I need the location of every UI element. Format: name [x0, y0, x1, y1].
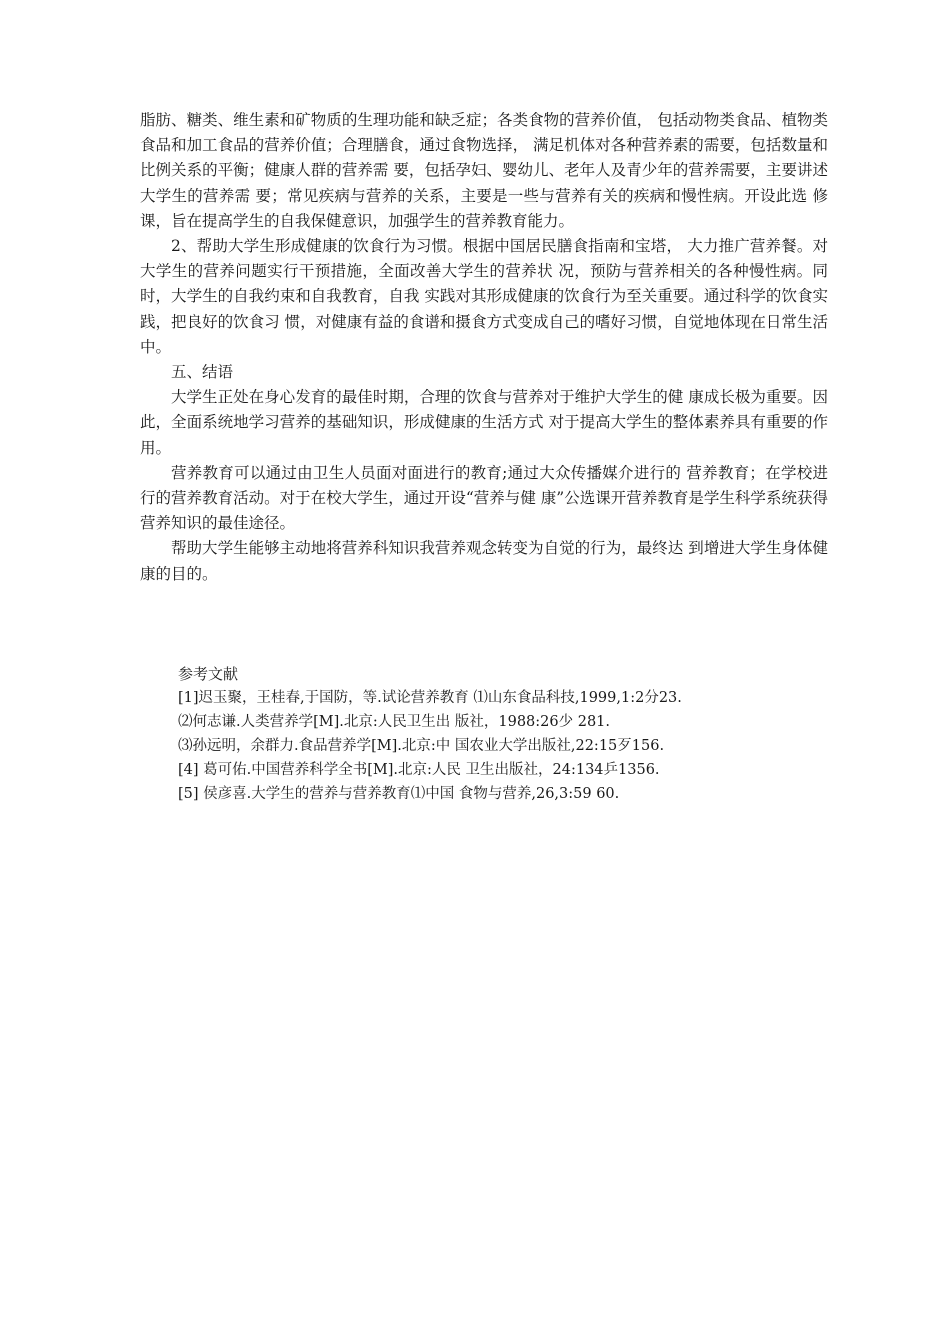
section-heading-conclusion: 五、结语: [171, 363, 234, 382]
reference-item: [5] 侯彦喜.大学生的营养与营养教育⑴中国 食物与营养,26,3:59 60.: [178, 786, 620, 802]
reference-item: [4] 葛可佑.中国营养科学全书[M].北京:人民 卫生出版社，24:134乒1356.: [178, 762, 660, 778]
reference-item: ⑵何志谦.人类营养学[M].北京:人民卫生出 版社，1988:26少 281.: [178, 714, 611, 730]
paragraph-nutrition-course: 脂肪、糖类、维生素和矿物质的生理功能和缺乏症；各类食物的营养价值， 包括动物类食品、植物类食品和加工食品的营养价值；合理膳食，通过食物选择， 满足机体对各种营养素的需要，包括数量和比例关系的平衡；健康人群的营养需 要，包括孕妇、婴幼儿、老年人及青少年的营养需要，主要讲述大学生的营养需 要；常见疾病与营养的关系，主要是一些与营养有关的疾病和慢性病。开设此选 修课，旨在提高学生的自我保健意识，加强学生的营养教育能力。: [140, 111, 828, 230]
paragraph-conclusion-1: 大学生正处在身心发育的最佳时期，合理的饮食与营养对于维护大学生的健 康成长极为重要。因此，全面系统地学习营养的基础知识，形成健康的生活方式 对于提高大学生的整体素养具有重要的作用。: [140, 388, 828, 457]
references-title: 参考文献: [178, 665, 239, 683]
document-body: [140, 108, 828, 587]
reference-item: [1]迟玉聚，王桂春,于国防，等.试论营养教育 ⑴山东食品科技,1999,1:2分23.: [178, 690, 682, 706]
paragraph-conclusion-2: 营养教育可以通过由卫生人员面对面进行的教育;通过大众传播媒介进行的 营养教育；在学校进行的营养教育活动。对于在校大学生，通过开设“营养与健 康”公选课开营养教育是学生科学系统获得营养知识的最佳途径。: [140, 463, 828, 533]
paragraph-conclusion-3: 帮助大学生能够主动地将营养科知识我营养观念转变为自觉的行为，最终达 到增进大学生身体健康的目的。: [140, 539, 828, 583]
paragraph-eating-habits: 2、帮助大学生形成健康的饮食行为习惯。根据中国居民膳食指南和宝塔， 大力推广营养餐。对大学生的营养问题实行干预措施，全面改善大学生的营养状 况，预防与营养相关的各种慢性病。同时，大学生的自我约束和自我教育，自我 实践对其形成健康的饮食行为至关重要。通过科学的饮食实践，把良好的饮食习 惯，对健康有益的食谱和摄食方式变成自己的嗜好习惯，自觉地体现在日常生活 中。: [140, 237, 828, 356]
reference-item: ⑶孙远明，余群力.食品营养学[M].北京:中 国农业大学出版社,22:15歹156.: [178, 738, 665, 754]
references-section: [178, 662, 838, 806]
body-text: [140, 108, 828, 587]
